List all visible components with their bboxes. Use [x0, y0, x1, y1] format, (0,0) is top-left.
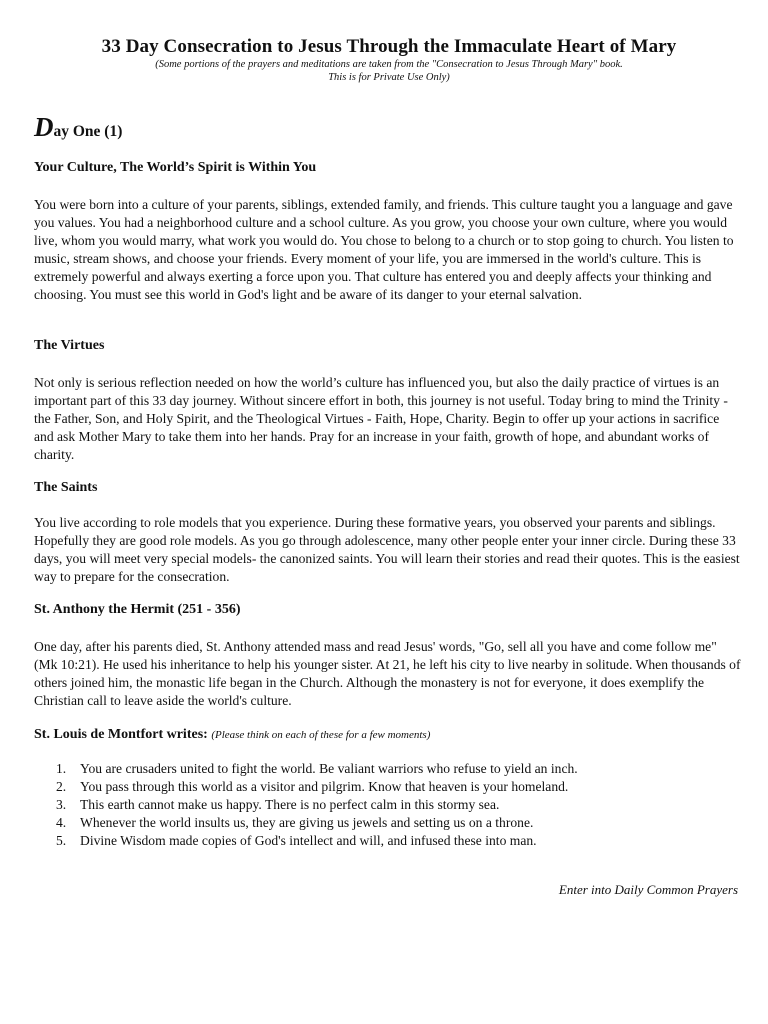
list-item-text: Divine Wisdom made copies of God's intellect and will, and infused these into man.	[80, 833, 537, 848]
day-heading-rest: ay One (1)	[53, 123, 123, 140]
montfort-heading-colon: :	[203, 727, 208, 742]
page-subtitle	[34, 58, 744, 84]
footer-note: Enter into Daily Common Prayers	[558, 882, 738, 897]
subtitle-line-2: This is for Private Use Only)	[328, 72, 450, 83]
list-item-text: This earth cannot make us happy. There is no perfect calm in this stormy sea.	[80, 797, 500, 812]
section-heading-anthony: St. Anthony the Hermit (251 - 356)	[34, 602, 241, 617]
list-item	[34, 760, 734, 778]
montfort-heading	[34, 727, 430, 743]
list-item-number: 5.	[56, 833, 67, 848]
section-heading-virtues: The Virtues	[34, 338, 105, 353]
list-item	[34, 832, 734, 850]
section-body-saints: You live according to role models that you experience. During these formative years, you observed your parents and siblings. Hopefully they are good role models. As you go through adolescence, many other people enter your inner circle. During these 33 days, you will meet very special models- the canonized saints. You will learn their stories and read their quotes. This is the easiest way to prepare for the consecration.	[34, 515, 740, 584]
list-item	[34, 814, 734, 832]
list-item	[34, 778, 734, 796]
section-body-culture: You were born into a culture of your parents, siblings, extended family, and friends. This culture taught you a language and gave you values. You had a neighborhood culture and a school culture. As you grow, you choose your own culture, where you would live, whom you would marry, what work you would do. You chose to belong to a church or to stop going to church. You listen to music, stream shows, and choose your friends. Every moment of your life, you are immersed in the world's culture. This is extremely powerful and always exerting a force upon you. That culture has entered you and deeply affects your thinking and choosing. You must see this world in God's light and be aware of its danger to your eternal salvation.	[34, 197, 734, 302]
montfort-quote-list	[34, 760, 734, 850]
section-heading-culture: Your Culture, The World’s Spirit is Within You	[34, 160, 317, 175]
page-title: 33 Day Consecration to Jesus Through the Immaculate Heart of Mary	[101, 36, 677, 57]
subtitle-line-1: (Some portions of the prayers and meditations are taken from the "Consecration to Jesus Through Mary" book.	[155, 59, 623, 70]
list-item-number: 1.	[56, 761, 67, 776]
list-item	[34, 796, 734, 814]
day-heading	[34, 112, 122, 143]
montfort-note: (Please think on each of these for a few moments)	[211, 729, 431, 741]
list-item-text: You pass through this world as a visitor and pilgrim. Know that heaven is your homeland.	[80, 779, 569, 794]
day-initial: D	[34, 112, 54, 142]
list-item-number: 2.	[56, 779, 67, 794]
section-heading-saints: The Saints	[34, 480, 98, 495]
list-item-number: 4.	[56, 815, 67, 830]
list-item-text: You are crusaders united to fight the world. Be valiant warriors who refuse to yield an inch.	[80, 761, 578, 776]
section-body-virtues: Not only is serious reflection needed on how the world’s culture has influenced you, but also the daily practice of virtues is an important part of this 33 day journey. Without sincere effort in both, this journey is not useful. Today bring to mind the Trinity - the Father, Son, and Holy Spirit, and the Theological Virtues - Faith, Hope, Charity. Begin to offer up your actions in sacrifice and ask Mother Mary to take them into her hands. Pray for an increase in your faith, growth of hope, and abundant works of charity.	[34, 375, 728, 462]
section-body-anthony: One day, after his parents died, St. Anthony attended mass and read Jesus' words, "Go, sell all you have and come follow me" (Mk 10:21). He used his inheritance to help his younger sister. At 21, he left his city to live nearby in solitude. When thousands of others joined him, the monastic life began in the Church. Although the monastery is not for everyone, it does exemplify the Christian call to leave aside the world's culture.	[34, 639, 741, 708]
montfort-heading-label: St. Louis de Montfort writes	[34, 727, 204, 742]
list-item-text: Whenever the world insults us, they are giving us jewels and setting us on a throne.	[80, 815, 534, 830]
list-item-number: 3.	[56, 797, 67, 812]
